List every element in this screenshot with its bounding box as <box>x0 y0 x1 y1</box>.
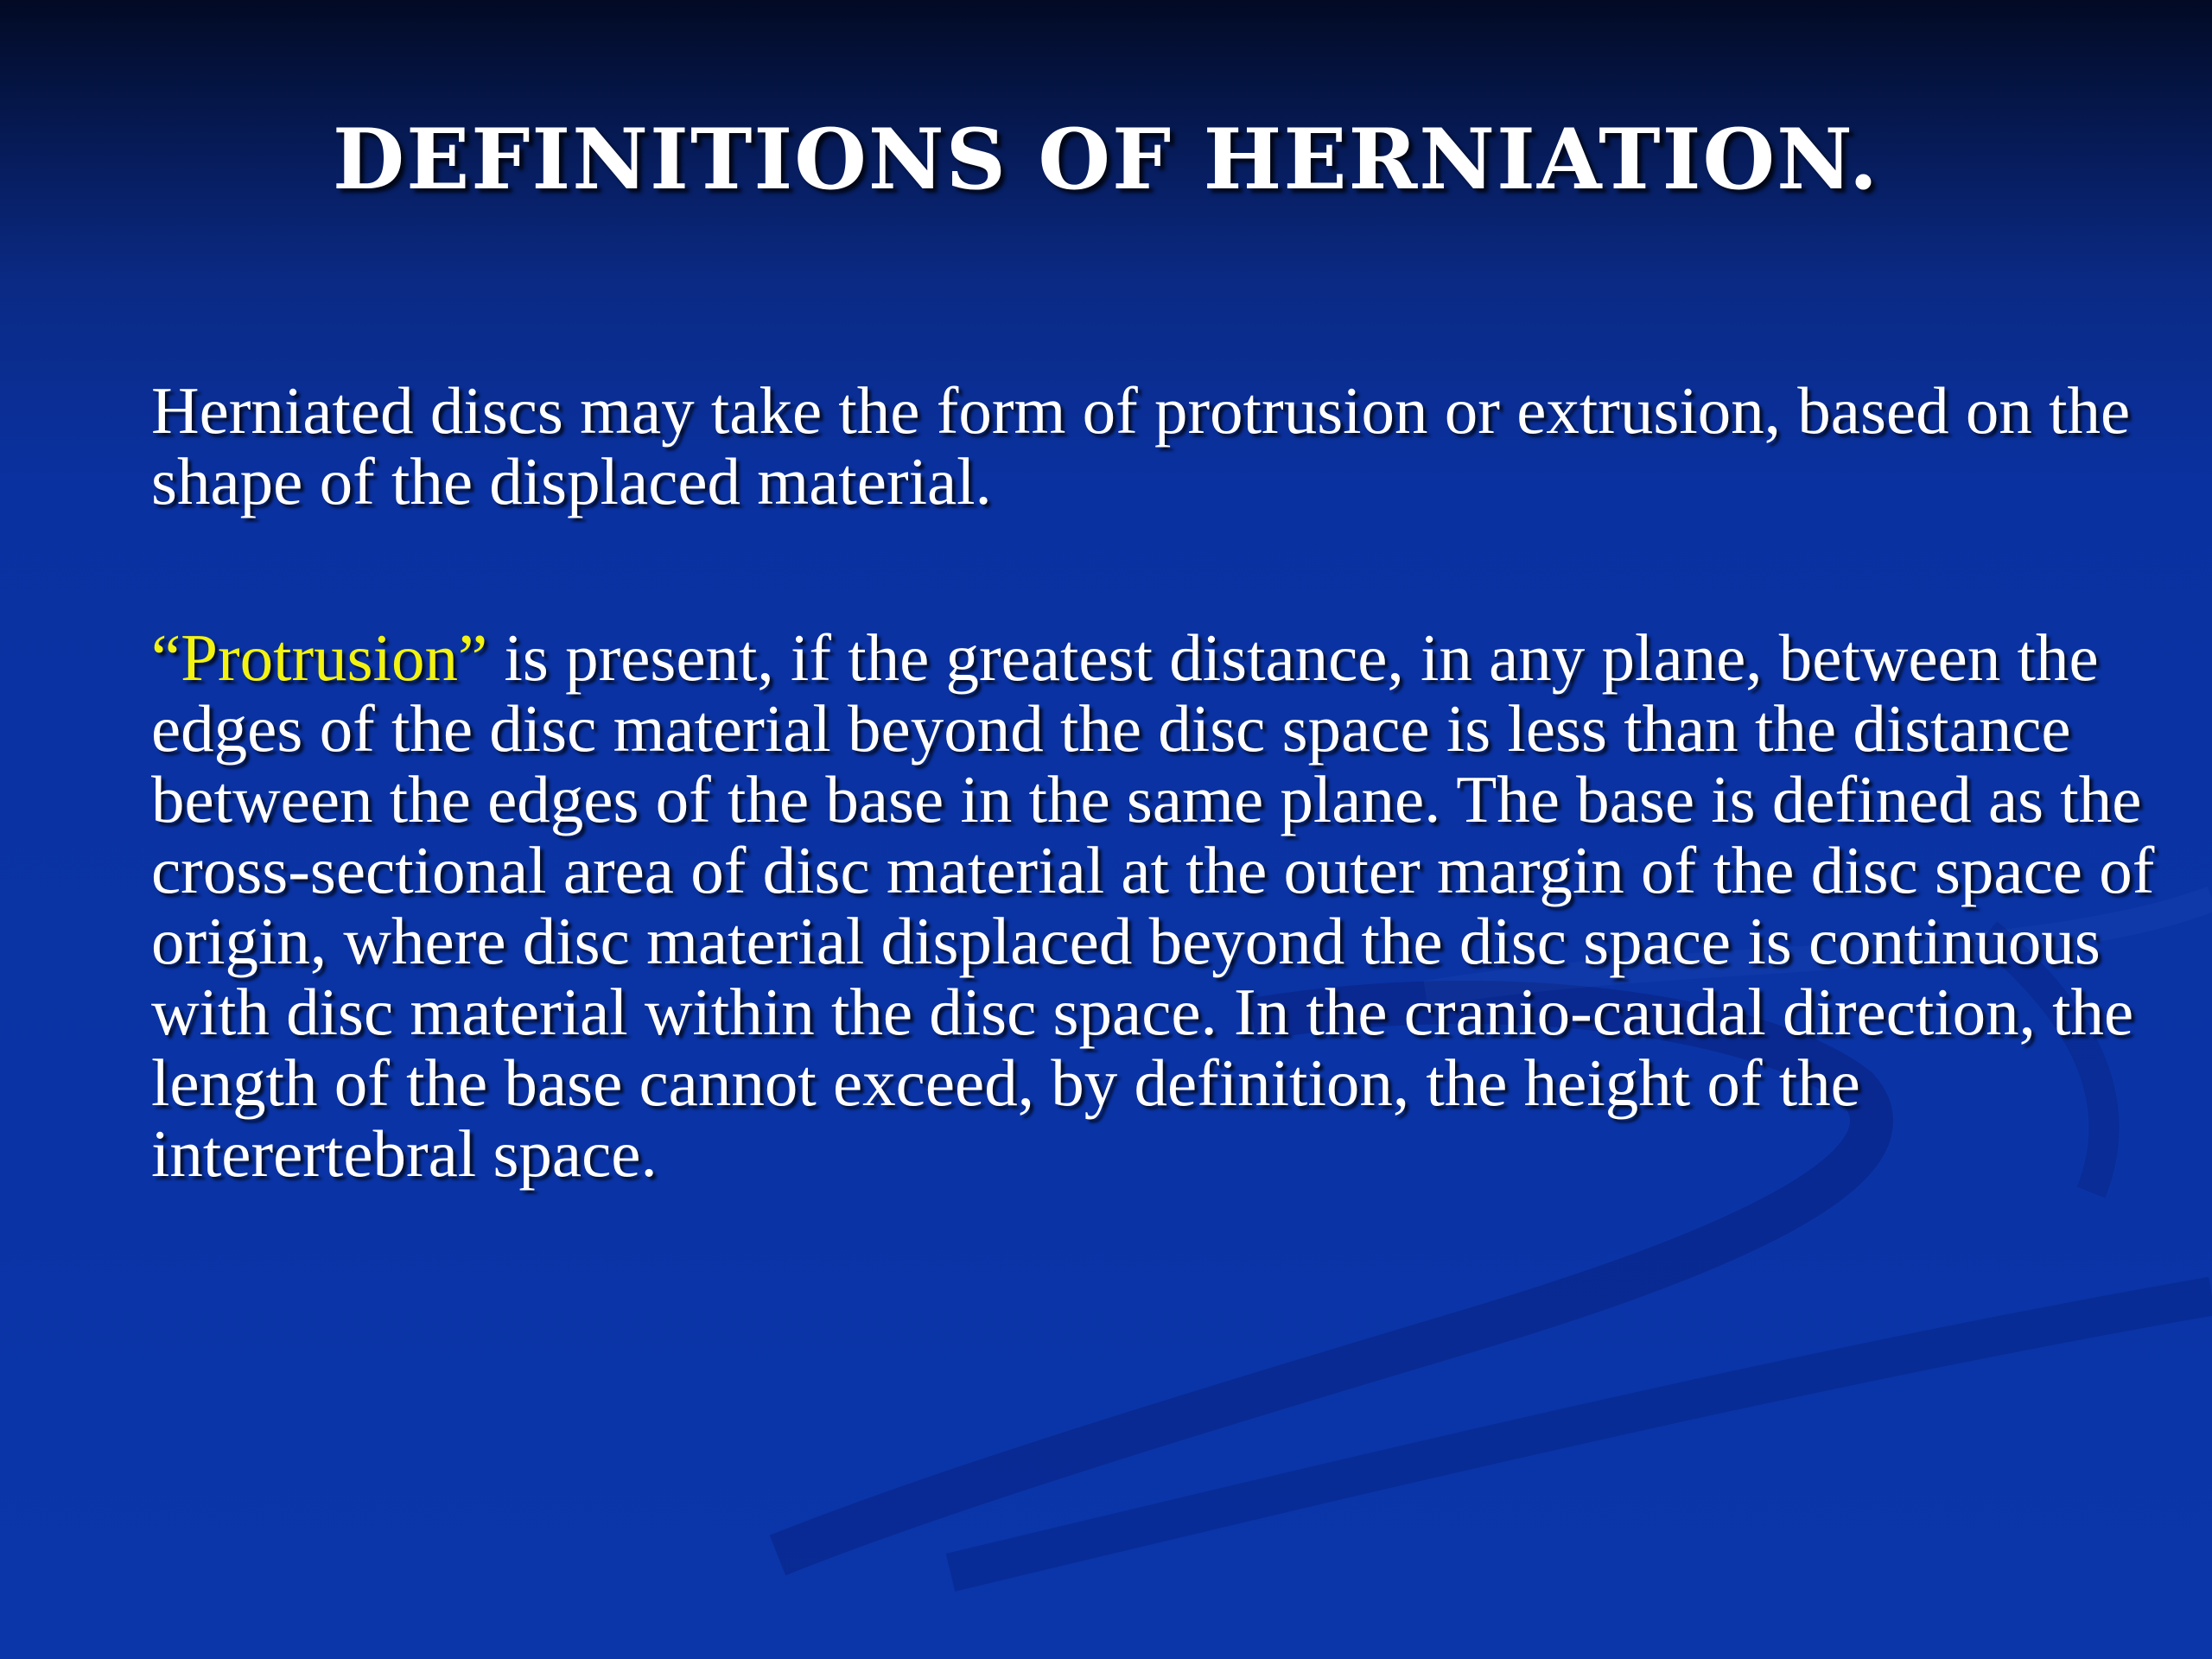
protrusion-definition: is present, if the greatest distance, in any plane, between the edges of the disc material beyond the disc space is less than the distance between the edges of the base in the same plane. The base is defined as the cross-sectional area of disc material at the outer margin of the disc space of origin, where disc material displaced beyond the disc space is continuous with disc material within the disc space. In the cranio-caudal direction, the length of the base cannot exceed, by definition, the height of the interertebral space. <box>151 620 2155 1191</box>
slide-title: DEFINITIONS OF HERNIATION. <box>332 111 1880 208</box>
protrusion-term: “Protrusion” <box>151 620 488 695</box>
paragraph-protrusion <box>151 622 2164 1189</box>
paragraph-herniated-discs: Herniated discs may take the form of protrusion or extrusion, based on the shape of the displaced material. <box>151 373 2131 518</box>
